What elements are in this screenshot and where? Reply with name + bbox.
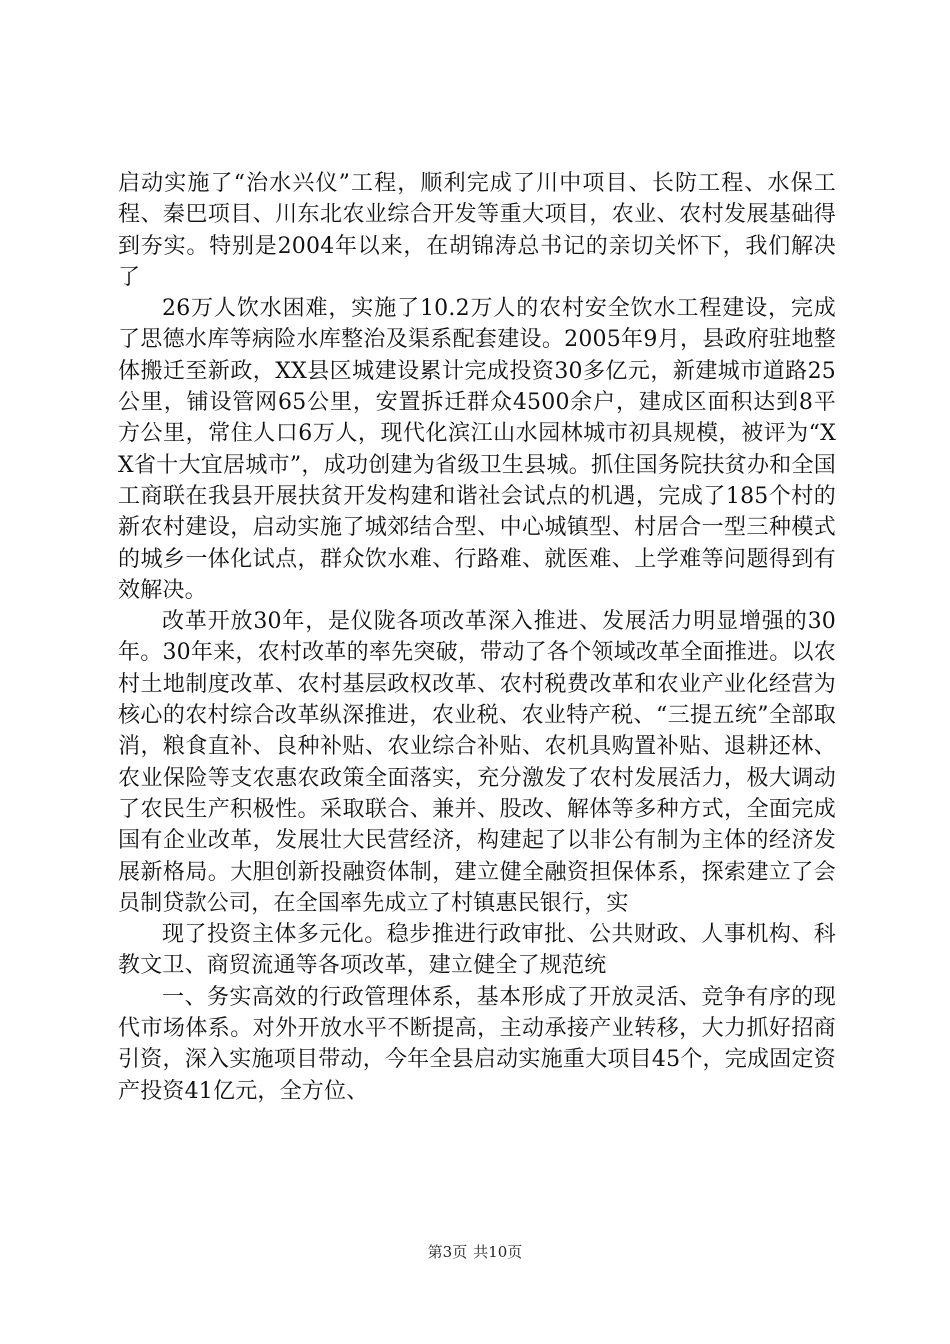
page-number-total: 共10页 xyxy=(473,1243,523,1261)
page-number-current: 第3页 xyxy=(427,1243,468,1261)
document-body xyxy=(118,168,836,1107)
paragraph-3: 改革开放30年，是仪陇各项改革深入推进、发展活力明显增强的30年。30年来，农村改革的率先突破，带动了各个领域改革全面推进。以农村土地制度改革、农村基层政权改革、农村税费改革和农业产业化经营为核心的农村综合改革纵深推进，农业税、农业特产税、“三提五统”全部取消，粮食直补、良种补贴、农业综合补贴、农机具购置补贴、退耕还林、农业保险等支农惠农政策全面落实，充分激发了农村发展活力，极大调动了农民生产积极性。采取联合、兼并、股改、解体等多种方式，全面完成国有企业改革，发展壮大民营经济，构建起了以非公有制为主体的经济发展新格局。大胆创新投融资体制，建立健全融资担保体系，探索建立了会员制贷款公司，在全国率先成立了村镇惠民银行，实 xyxy=(118,609,836,916)
paragraph-5: 一、务实高效的行政管理体系，基本形成了开放灵活、竞争有序的现代市场体系。对外开放水平不断提高，主动承接产业转移，大力抓好招商引资，深入实施项目带动，今年全县启动实施重大项目45个，完成固定资产投资41亿元，全方位、 xyxy=(118,984,836,1104)
paragraph-4: 现了投资主体多元化。稳步推进行政审批、公共财政、人事机构、科教文卫、商贸流通等各项改革，建立健全了规范统 xyxy=(118,922,836,979)
paragraph-2: 26万人饮水困难，实施了10.2万人的农村安全饮水工程建设，完成了思德水库等病险水库整治及渠系配套建设。2005年9月，县政府驻地整体搬迁至新政，XX县区城建设累计完成投资30多亿元，新建城市道路25公里，铺设管网65公里，安置拆迁群众4500余户，建成区面积达到8平方公里，常住人口6万人，现代化滨江山水园林城市初具规模，被评为“XX省十大宜居城市”，成功创建为省级卫生县城。抓住国务院扶贫办和全国工商联在我县开展扶贫开发构建和谐社会试点的机遇，完成了185个村的新农村建设，启动实施了城郊结合型、中心城镇型、村居合一型三种模式的城乡一体化试点，群众饮水难、行路难、就医难、上学难等问题得到有效解决。 xyxy=(118,296,836,603)
paragraph-1: 启动实施了“治水兴仪”工程，顺利完成了川中项目、长防工程、水保工程、秦巴项目、川东北农业综合开发等重大项目，农业、农村发展基础得到夯实。特别是2004年以来，在胡锦涛总书记的亲切关怀下，我们解决了 xyxy=(118,171,836,290)
page-footer xyxy=(0,1242,950,1262)
